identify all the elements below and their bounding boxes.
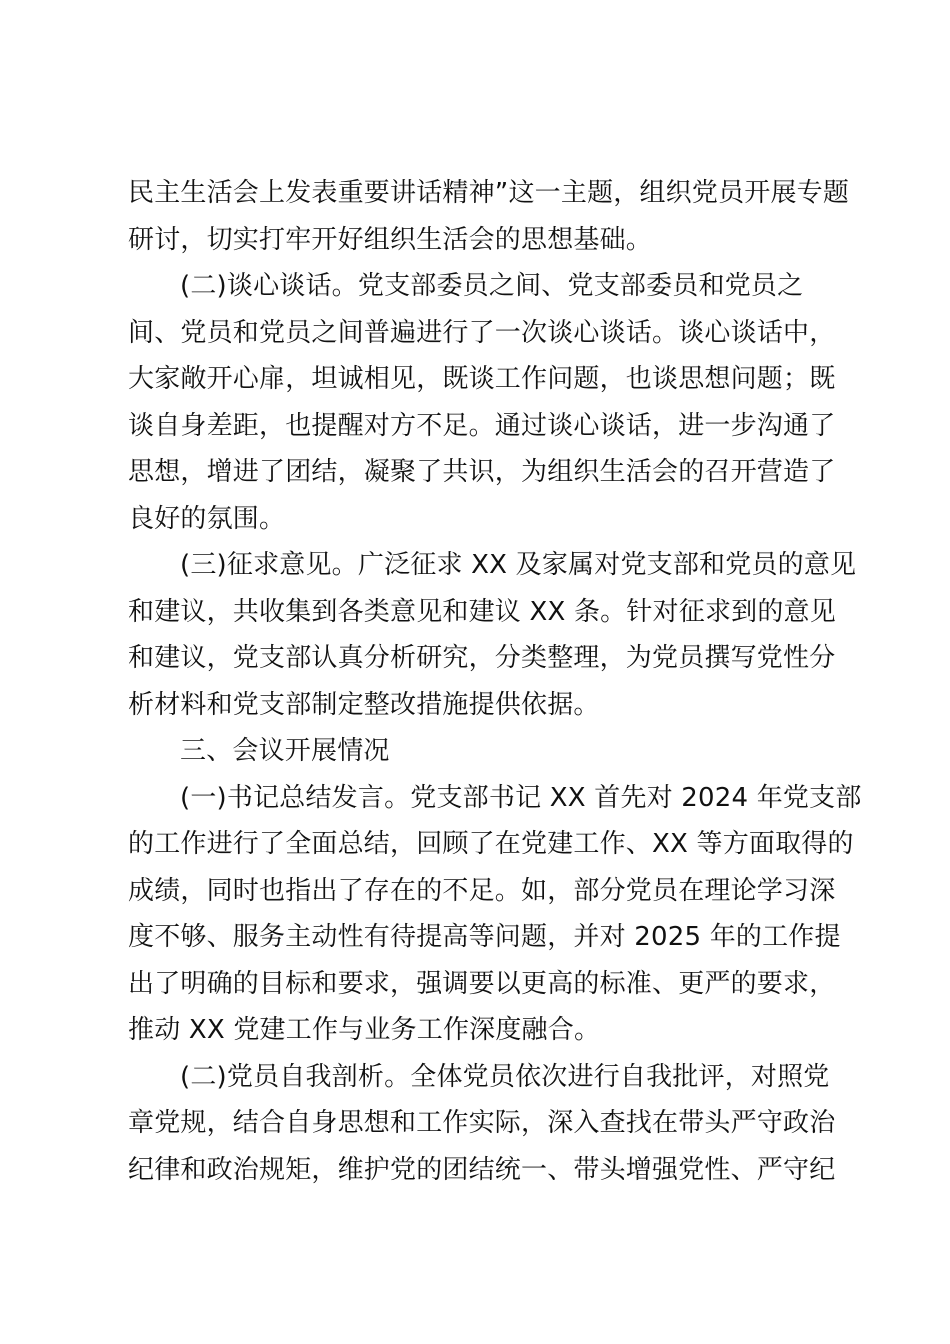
text-line: 出了明确的目标和要求，强调要以更高的标准、更严的要求，	[128, 968, 836, 999]
paragraph-heading-line: (一)书记总结发言。党支部书记 XX 首先对 2024 年党支部	[180, 782, 862, 813]
text-line: 民主生活会上发表重要讲话精神”这一主题，组织党员开展专题	[128, 178, 850, 208]
text-line: 大家敞开心扉，坦诚相见，既谈工作问题，也谈思想问题；既	[128, 364, 836, 394]
text-line: 谈自身差距，也提醒对方不足。通过谈心谈话，进一步沟通了	[128, 410, 836, 441]
text-line: 推动 XX 党建工作与业务工作深度融合。	[128, 1015, 601, 1045]
paragraph-heading-line: (三)征求意见。广泛征求 XX 及家属对党支部和党员的意见	[180, 550, 857, 580]
text-line: 和建议，党支部认真分析研究，分类整理，为党员撰写党性分	[128, 643, 836, 673]
paragraph-heading-line: (二)党员自我剖析。全体党员依次进行自我批评，对照党	[180, 1061, 830, 1092]
text-line: 良好的氛围。	[128, 503, 286, 534]
text-line: 的工作进行了全面总结，回顾了在党建工作、XX 等方面取得的	[128, 829, 854, 859]
text-line: 成绩，同时也指出了存在的不足。如，部分党员在理论学习深	[128, 875, 836, 906]
text-line: 思想，增进了团结，凝聚了共识，为组织生活会的召开营造了	[128, 457, 836, 487]
section-heading: 三、会议开展情况	[180, 736, 390, 766]
text-line: 纪律和政治规矩，维护党的团结统一、带头增强党性、严守纪	[128, 1154, 836, 1185]
text-line: 析材料和党支部制定整改措施提供依据。	[128, 689, 600, 720]
text-line: 间、党员和党员之间普遍进行了一次谈心谈话。谈心谈话中，	[128, 317, 836, 348]
document-body	[128, 170, 862, 1193]
text-line: 研讨，切实打牢开好组织生活会的思想基础。	[128, 224, 653, 255]
text-line: 章党规，结合自身思想和工作实际，深入查找在带头严守政治	[128, 1108, 836, 1138]
text-line: 度不够、服务主动性有待提高等问题，并对 2025 年的工作提	[128, 922, 841, 952]
text-line: 和建议，共收集到各类意见和建议 XX 条。针对征求到的意见	[128, 596, 836, 627]
paragraph-heading-line: (二)谈心谈话。党支部委员之间、党支部委员和党员之	[180, 271, 804, 301]
